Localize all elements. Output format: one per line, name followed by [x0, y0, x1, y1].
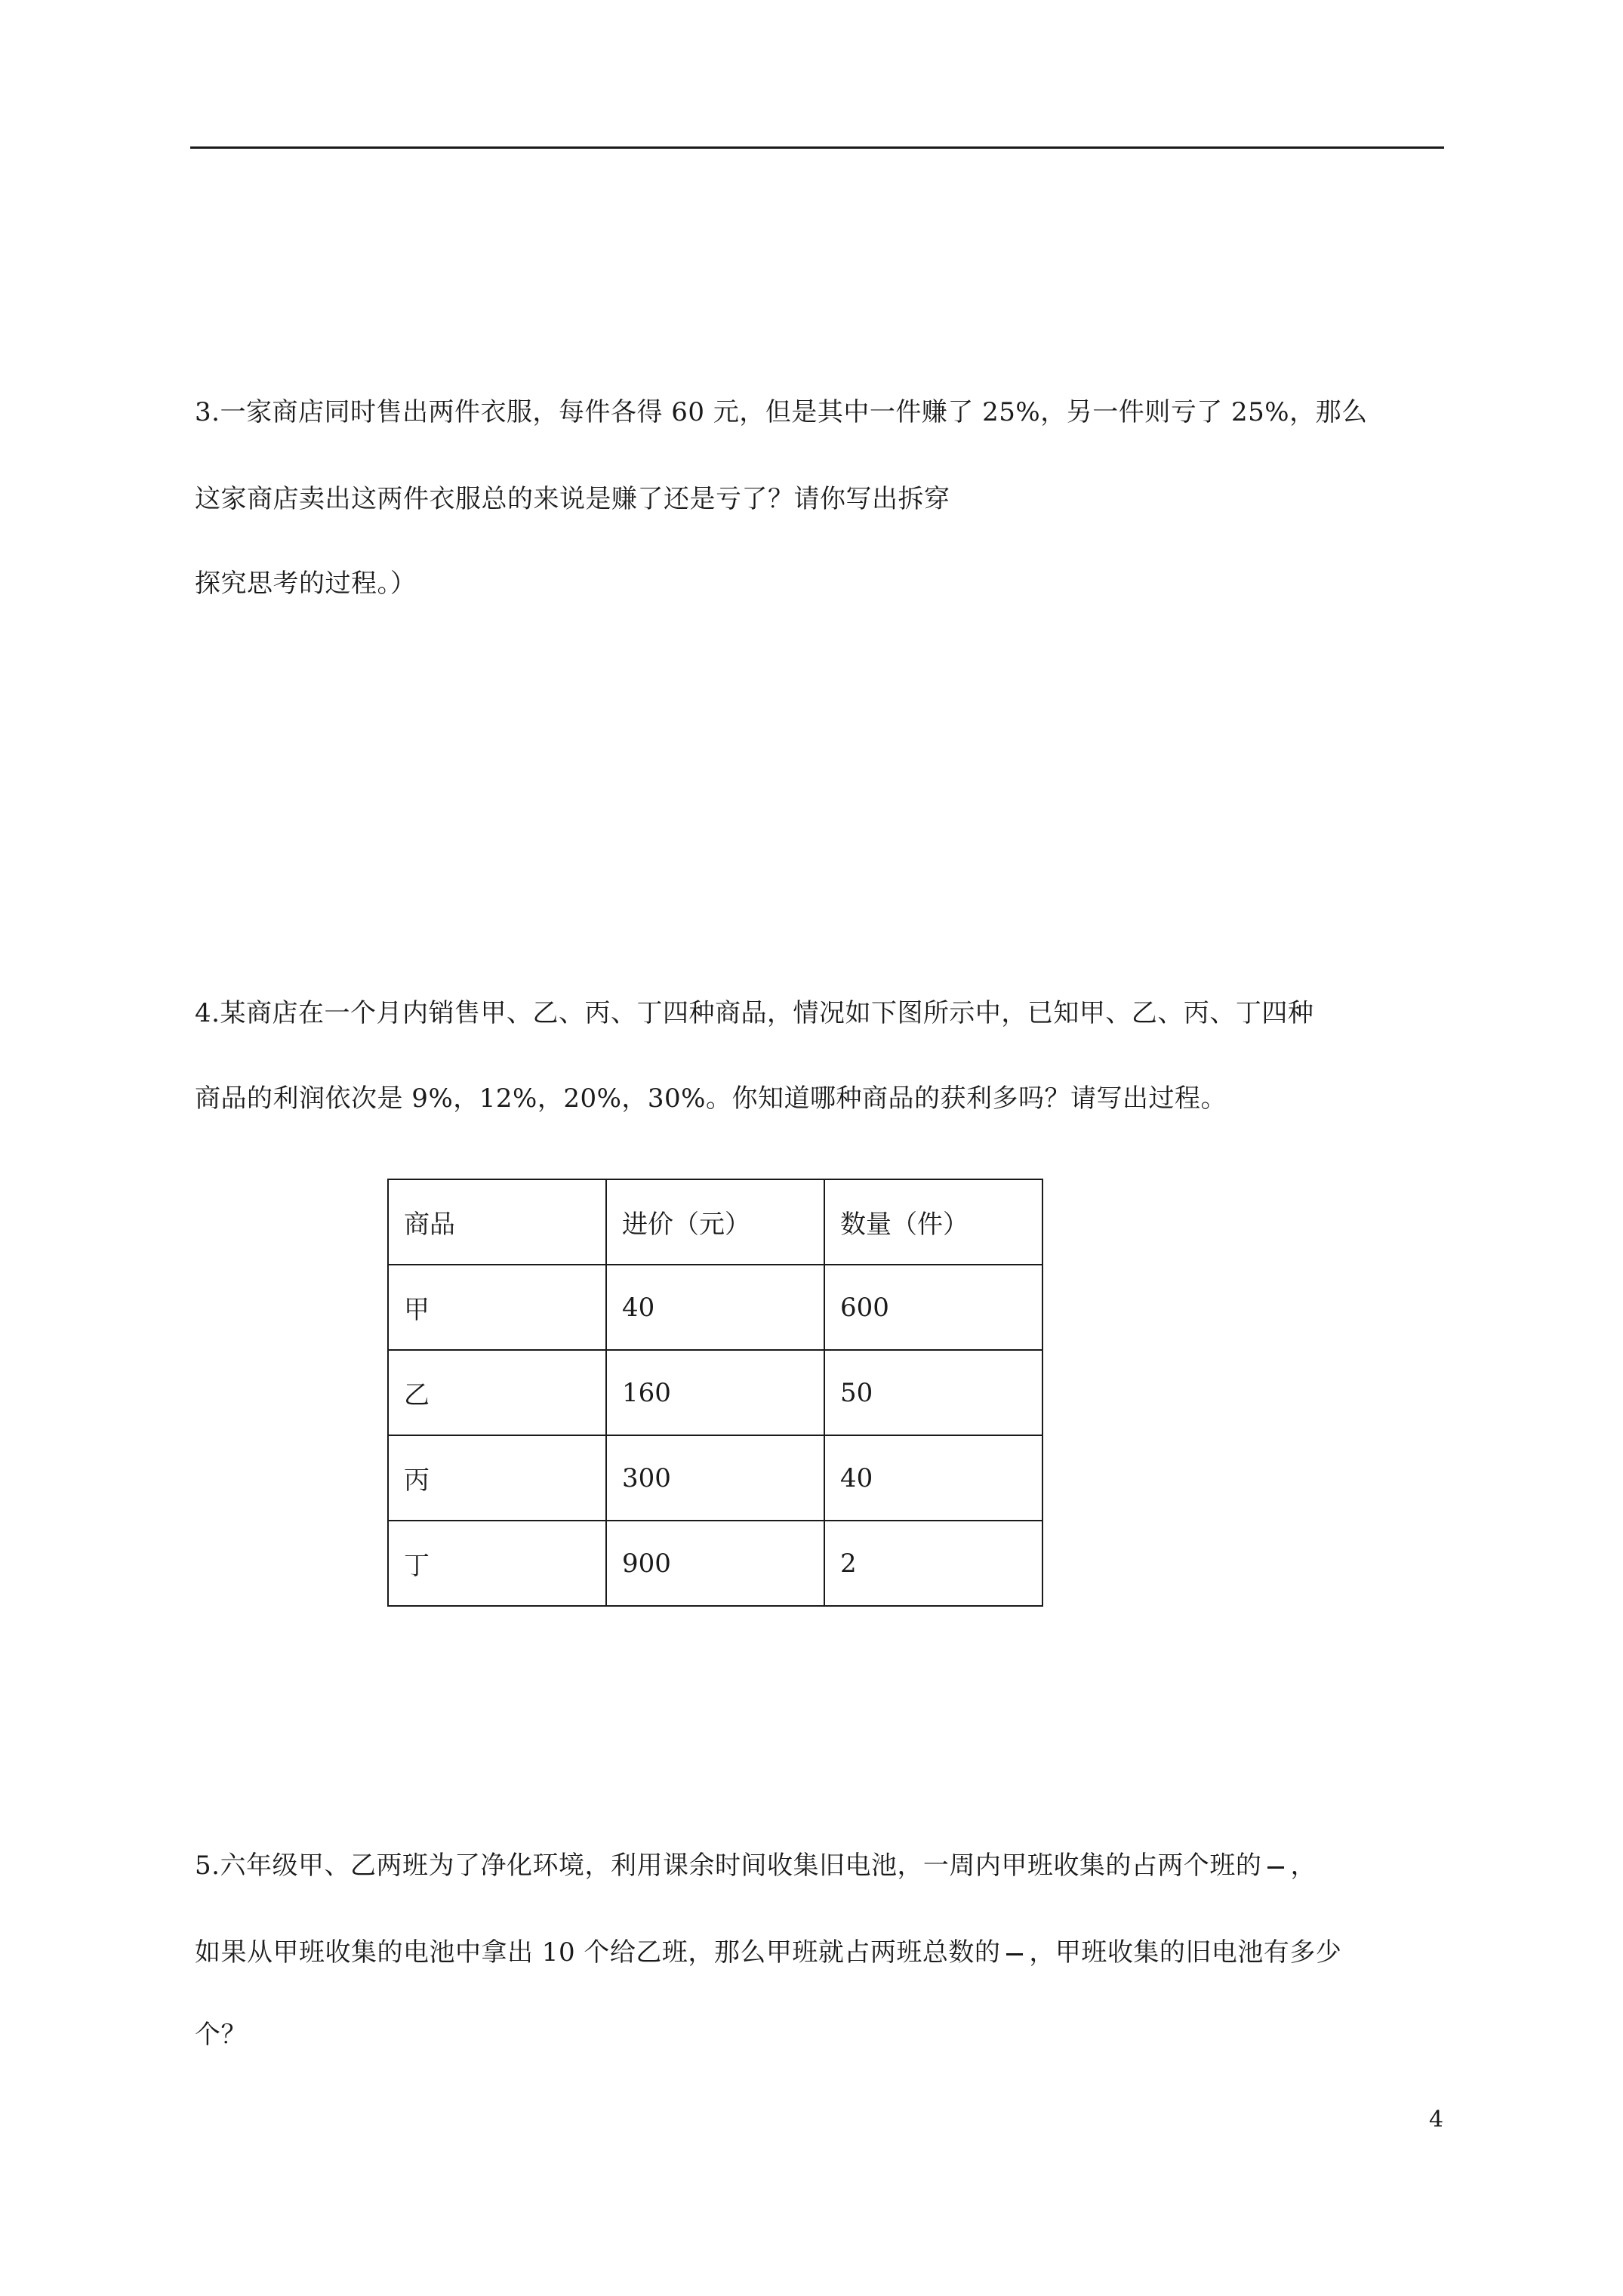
- profit-table: [387, 1179, 1043, 1607]
- problem-5-line-1-comma: ，: [1290, 1851, 1317, 1881]
- table-cell: 丙: [388, 1435, 606, 1521]
- table-cell: 50: [824, 1350, 1042, 1435]
- problem-4-line-2: 商品的利润依次是 9%，12%，20%，30%。你知道哪种商品的获利多吗？请写出过程。: [195, 1083, 1227, 1114]
- table-header-cell: 商品: [388, 1179, 606, 1265]
- problem-5-line-1: [195, 1851, 1317, 1881]
- fraction-placeholder: [1267, 1866, 1284, 1869]
- table-cell: 300: [606, 1435, 824, 1521]
- table-header-cell: 进价（元）: [606, 1179, 824, 1265]
- table-header-cell: 数量（件）: [824, 1179, 1042, 1265]
- table-cell: 600: [824, 1265, 1042, 1350]
- problem-5-line-2-tail: ，甲班收集的旧电池有多少: [1029, 1937, 1342, 1968]
- problem-3-line-1: 3.一家商店同时售出两件衣服，每件各得 60 元，但是其中一件赚了 25%，另一件则亏了 25%，那么: [195, 397, 1368, 427]
- table-cell: 乙: [388, 1350, 606, 1435]
- problem-3-line-2: 这家商店卖出这两件衣服总的来说是赚了还是亏了？请你写出拆穿: [195, 484, 950, 514]
- problem-5-line-2-text: 如果从甲班收集的电池中拿出 10 个给乙班，那么甲班就占两班总数的: [195, 1937, 1001, 1968]
- table-cell: 甲: [388, 1265, 606, 1350]
- table-cell: 160: [606, 1350, 824, 1435]
- table-cell: 900: [606, 1521, 824, 1606]
- table-row: [388, 1435, 1042, 1521]
- problem-3-line-3: 探究思考的过程。）: [195, 569, 417, 599]
- problem-4-line-1: 4.某商店在一个月内销售甲、乙、丙、丁四种商品，情况如下图所示中，已知甲、乙、丙、丁四种: [195, 998, 1314, 1028]
- problem-5-line-3: 个？: [195, 2020, 247, 2050]
- table-row: [388, 1350, 1042, 1435]
- table-row: [388, 1265, 1042, 1350]
- table-cell: 2: [824, 1521, 1042, 1606]
- page-number: 4: [1429, 2106, 1444, 2133]
- header-rule: [190, 146, 1444, 149]
- table-cell: 丁: [388, 1521, 606, 1606]
- fraction-placeholder: [1006, 1953, 1023, 1955]
- table-header-row: [388, 1179, 1042, 1265]
- problem-5-line-1-text: 5.六年级甲、乙两班为了净化环境，利用课余时间收集旧电池，一周内甲班收集的占两个班的: [195, 1851, 1262, 1881]
- table-row: [388, 1521, 1042, 1606]
- problem-5-line-2: [195, 1937, 1341, 1968]
- table-cell: 40: [824, 1435, 1042, 1521]
- table-cell: 40: [606, 1265, 824, 1350]
